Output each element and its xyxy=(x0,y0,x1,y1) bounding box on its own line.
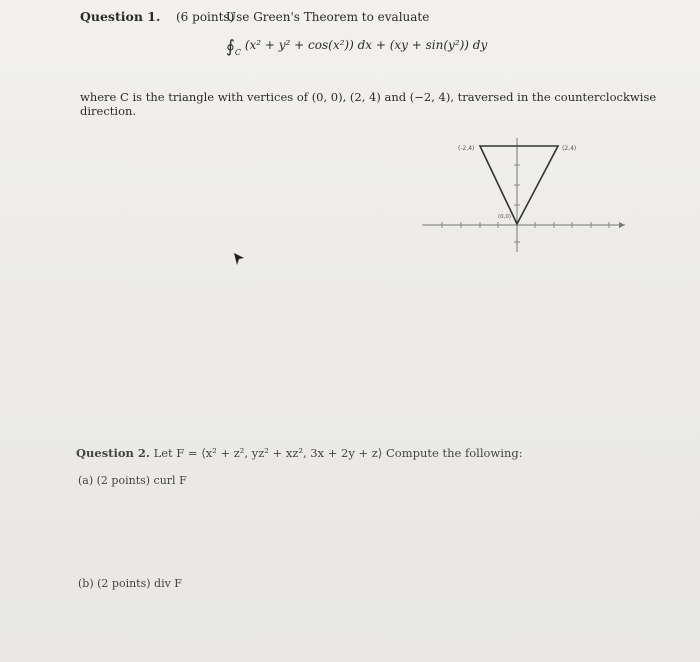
question-2-line xyxy=(76,446,523,460)
question-2-part-a: (a) (2 points) curl F xyxy=(78,474,187,487)
question-1-title: Question 1. xyxy=(80,9,161,24)
line-integral xyxy=(226,37,487,57)
vertex-label-left: (-2,4) xyxy=(458,145,475,152)
mouse-cursor-icon xyxy=(233,252,245,266)
vertex-label-right: (2,4) xyxy=(562,145,577,152)
question-2-text: Let F = ⟨x² + z², yz² + xz², 3x + 2y + z⟩ Compute the following: xyxy=(153,446,523,460)
triangle-graph xyxy=(420,130,635,260)
question-1-description-line2: direction. xyxy=(80,104,137,118)
vertex-label-origin: (0,0) xyxy=(498,214,512,220)
integral-expression: (x² + y² + cos(x²)) dx + (xy + sin(y²)) dy xyxy=(244,38,488,52)
contour-integral-symbol: ∮ xyxy=(226,37,235,57)
question-1-points: (6 points) xyxy=(176,10,235,24)
question-2-title: Question 2. xyxy=(76,446,150,460)
x-axis-arrow-icon xyxy=(619,222,625,228)
question-2-part-b: (b) (2 points) div F xyxy=(78,577,182,590)
question-1-description-line1: where C is the triangle with vertices of (0, 0), (2, 4) and (−2, 4), traversed in the counterclockwise xyxy=(80,90,657,104)
question-1-instruction: Use Green's Theorem to evaluate xyxy=(226,10,430,24)
integral-subscript: C xyxy=(234,48,241,57)
